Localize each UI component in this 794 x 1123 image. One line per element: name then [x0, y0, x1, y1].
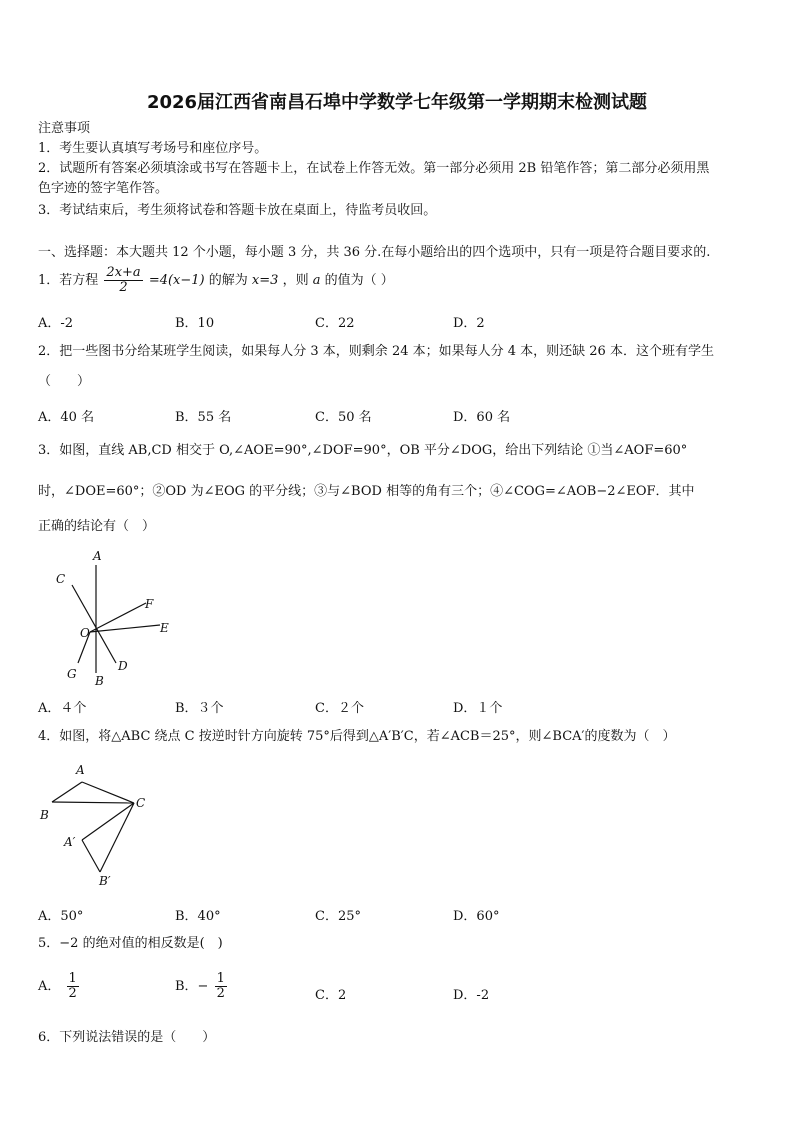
fig3-label-d: D — [118, 659, 128, 673]
question-2: 2．把一些图书分给某班学生阅读，如果每人分 3 本，则剩余 24 本；如果每人分 4 本，则还缺 26 本．这个班有学生 — [38, 344, 714, 359]
question-4: 4．如图，将△ABC 绕点 C 按逆时针方向旋转 75°后得到△A′B′C，若∠ACB＝25°，则∠BCA′的度数为（ ） — [38, 729, 676, 744]
q3-figure — [50, 545, 180, 690]
q1-tail-b: 的值为（ ） — [324, 273, 394, 288]
q1-condition: x=3 — [251, 273, 279, 288]
q1-fraction — [104, 266, 142, 295]
q5-option-b-num: 1 — [216, 971, 225, 986]
q5-option-b-fraction — [215, 972, 227, 1001]
q1-frac-num: 2x+a — [106, 265, 141, 280]
q2-option-a[interactable]: A．40 名 — [38, 410, 95, 425]
fig4-label-b: B — [40, 808, 49, 822]
question-1 — [38, 266, 394, 295]
q5-option-a-den: 2 — [68, 986, 77, 1001]
question-6: 6．下列说法错误的是（ ） — [38, 1030, 216, 1045]
fig4-label-a-prime: A′ — [64, 835, 76, 849]
question-3: 3．如图，直线 AB,CD 相交于 O,∠AOE=90°,∠DOF=90°，OB 平分∠DOG，给出下列结论 ①当∠AOF=60° — [38, 443, 688, 458]
q5-option-d[interactable]: D．-2 — [453, 988, 490, 1003]
notice-item: 色字迹的签字笔作答。 — [38, 181, 169, 196]
q1-option-c[interactable]: C．22 — [315, 316, 355, 331]
q3-option-c[interactable]: C．２个 — [315, 701, 364, 716]
question-5: 5．−2 的绝对值的相反数是( ) — [38, 936, 223, 951]
question-2-paren: （ ） — [38, 374, 91, 389]
q2-option-d[interactable]: D．60 名 — [453, 410, 511, 425]
q5-option-b-label: B．− — [175, 979, 209, 994]
q1-equation: =4(x−1) — [148, 273, 205, 288]
fig3-label-a: A — [93, 549, 102, 563]
q1-option-d[interactable]: D．2 — [453, 316, 485, 331]
q1-tail-a: ，则 — [282, 273, 309, 288]
notice-heading: 注意事项 — [38, 121, 91, 136]
q5-option-a[interactable] — [38, 972, 81, 1001]
q4-option-a[interactable]: A．50° — [38, 909, 84, 924]
q4-option-b[interactable]: B．40° — [175, 909, 221, 924]
q5-option-b-den: 2 — [216, 986, 225, 1001]
q1-option-a[interactable]: A．-2 — [38, 316, 74, 331]
fig3-label-e: E — [160, 621, 169, 635]
section-heading: 一、选择题：本大题共 12 个小题，每小题 3 分，共 36 分.在每小题给出的四个选项中，只有一项是符合题目要求的. — [38, 245, 711, 260]
fig3-label-b: B — [95, 674, 104, 688]
notice-item: 3．考试结束后，考生须将试卷和答题卡放在桌面上，待监考员收回。 — [38, 203, 437, 218]
fig4-label-b-prime: B′ — [99, 874, 111, 888]
fig3-label-c: C — [56, 572, 66, 586]
q1-num: 1．若方程 — [38, 273, 99, 288]
q1-mid: 的解为 — [208, 273, 248, 288]
q1-frac-den: 2 — [119, 280, 128, 295]
notice-item: 2．试题所有答案必须填涂或书写在答题卡上，在试卷上作答无效。第一部分必须用 2B 铅笔作答；第二部分必须用黑 — [38, 161, 710, 176]
q3-option-b[interactable]: B．３个 — [175, 701, 224, 716]
q5-option-a-fraction — [67, 972, 79, 1001]
q5-option-c[interactable]: C．2 — [315, 988, 347, 1003]
q5-option-b[interactable] — [175, 972, 229, 1001]
q4-figure — [36, 760, 166, 890]
fig3-label-f: F — [145, 597, 154, 611]
q1-option-b[interactable]: B．10 — [175, 316, 215, 331]
fig4-label-c: C — [136, 796, 146, 810]
question-3-line2: 时，∠DOE=60°；②OD 为∠EOG 的平分线；③与∠BOD 相等的角有三个；④∠COG=∠AOB−2∠EOF．其中 — [38, 484, 695, 499]
fig3-label-g: G — [67, 667, 77, 681]
question-3-line3: 正确的结论有（ ） — [38, 519, 156, 534]
q1-var: a — [312, 273, 321, 288]
q3-option-d[interactable]: D．１个 — [453, 701, 503, 716]
q2-option-c[interactable]: C．50 名 — [315, 410, 372, 425]
q2-option-b[interactable]: B．55 名 — [175, 410, 232, 425]
fig3-label-o: O — [80, 626, 90, 640]
q4-option-d[interactable]: D．60° — [453, 909, 500, 924]
page-title: 2026届江西省南昌石埠中学数学七年级第一学期期末检测试题 — [146, 92, 648, 113]
q5-option-a-label: A． — [38, 979, 61, 994]
notice-item: 1．考生要认真填写考场号和座位序号。 — [38, 141, 268, 156]
q3-option-a[interactable]: A．４个 — [38, 701, 87, 716]
fig4-label-a: A — [76, 763, 85, 777]
q4-option-c[interactable]: C．25° — [315, 909, 361, 924]
q5-option-a-num: 1 — [68, 971, 77, 986]
